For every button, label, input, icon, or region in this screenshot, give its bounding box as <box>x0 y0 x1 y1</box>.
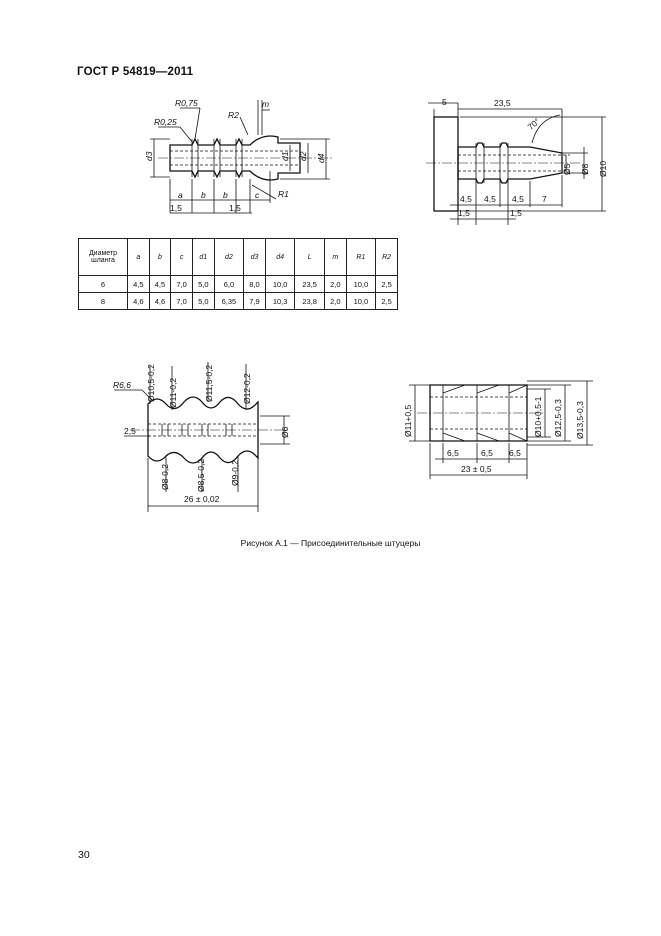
label-c: c <box>255 190 260 200</box>
table-cell: 2,0 <box>324 293 346 310</box>
col-header: d2 <box>214 239 244 276</box>
label-15a: 1,5 <box>458 208 470 218</box>
col-header: a <box>128 239 150 276</box>
label-angle: 70° <box>525 115 542 132</box>
label-65c: 6,5 <box>509 448 521 458</box>
label-r075: R0,75 <box>175 98 198 108</box>
table-cell: 6,0 <box>214 276 244 293</box>
label-d115: Ø11,5-0,2 <box>204 364 214 402</box>
table-cell: 2,5 <box>376 293 398 310</box>
col-header: Диаметр шланга <box>79 239 128 276</box>
label-a: a <box>178 190 183 200</box>
label-dia8: Ø8 <box>580 163 590 175</box>
table-row <box>79 293 398 310</box>
table-cell: 4,5 <box>149 276 171 293</box>
table-cell: 2,5 <box>376 276 398 293</box>
label-d12: Ø12-0,2 <box>242 373 252 404</box>
label-25: 2,5 <box>124 426 136 436</box>
label-45a: 4,5 <box>460 194 472 204</box>
label-15b: 1,5 <box>229 203 241 213</box>
col-header: b <box>149 239 171 276</box>
label-d1: d1 <box>280 151 290 161</box>
table-cell: 4,6 <box>149 293 171 310</box>
label-d105: Ø10,5-0,2 <box>146 364 156 402</box>
label-d11: Ø11+0,5 <box>403 404 413 437</box>
fitting-drawing-3 <box>110 352 300 517</box>
table-cell: 8 <box>79 293 128 310</box>
label-45c: 4,5 <box>512 194 524 204</box>
table-cell: 10,0 <box>346 293 376 310</box>
col-header: d1 <box>192 239 214 276</box>
label-r2: R2 <box>228 110 239 120</box>
label-235: 23,5 <box>494 98 511 108</box>
table-cell: 4,5 <box>128 276 150 293</box>
label-15a: 1,5 <box>170 203 182 213</box>
label-r025: R0,25 <box>154 117 177 127</box>
label-length: 23 ± 0,5 <box>461 464 492 474</box>
label-65a: 6,5 <box>447 448 459 458</box>
table-cell: 2,0 <box>324 276 346 293</box>
fitting-drawing-1 <box>140 95 340 225</box>
label-d85: Ø8,5-0,2 <box>196 458 206 492</box>
table-cell: 10,3 <box>265 293 295 310</box>
col-header: d4 <box>265 239 295 276</box>
col-header: d3 <box>244 239 266 276</box>
table-cell: 7,9 <box>244 293 266 310</box>
table-cell: 8,0 <box>244 276 266 293</box>
label-d4: d4 <box>316 153 326 163</box>
document-header: ГОСТ Р 54819—2011 <box>77 66 194 78</box>
col-header: m <box>324 239 346 276</box>
table-cell: 23,8 <box>295 293 325 310</box>
label-d3: d3 <box>144 151 154 161</box>
fitting-drawing-4 <box>395 375 620 485</box>
table-cell: 10,0 <box>265 276 295 293</box>
label-d135: Ø13,5-0,3 <box>575 401 585 439</box>
table-header-row <box>79 239 398 276</box>
dimensions-table <box>78 238 398 310</box>
fitting-drawing-2 <box>420 95 620 225</box>
table-cell: 5,0 <box>192 293 214 310</box>
label-45b: 4,5 <box>484 194 496 204</box>
table-cell: 23,5 <box>295 276 325 293</box>
table-cell: 6,35 <box>214 293 244 310</box>
label-d11: Ø11-0,2 <box>168 377 178 408</box>
col-header: R2 <box>376 239 398 276</box>
label-m: m <box>262 99 270 109</box>
table-cell: 7,0 <box>171 293 193 310</box>
label-dia6: Ø6 <box>280 426 290 438</box>
col-header: c <box>171 239 193 276</box>
label-b2: b <box>223 190 228 200</box>
figure-caption: Рисунок А.1 — Присоединительные штуцеры <box>240 538 421 548</box>
label-r1: R1 <box>278 189 289 199</box>
label-b1: b <box>201 190 206 200</box>
label-15b: 1,5 <box>510 208 522 218</box>
label-d10: Ø10+0,5-1 <box>533 396 543 437</box>
table-cell: 6 <box>79 276 128 293</box>
label-d2: d2 <box>298 151 308 161</box>
label-length: 26 ± 0,02 <box>184 494 220 504</box>
table-cell: 5,0 <box>192 276 214 293</box>
col-header: L <box>295 239 325 276</box>
label-65b: 6,5 <box>481 448 493 458</box>
label-5: 5 <box>442 97 447 107</box>
label-d125: Ø12,5-0,3 <box>553 399 563 437</box>
col-header: R1 <box>346 239 376 276</box>
table-cell: 10,0 <box>346 276 376 293</box>
label-d8: Ø8-0,2 <box>160 464 170 490</box>
label-r66: R6,6 <box>113 380 131 390</box>
label-7: 7 <box>542 194 547 204</box>
label-dia10: Ø10 <box>598 160 608 177</box>
page-number: 30 <box>78 849 90 861</box>
table-cell: 7,0 <box>171 276 193 293</box>
label-d9: Ø9-0,2 <box>230 460 240 486</box>
table-row <box>79 276 398 293</box>
table-cell: 4,6 <box>128 293 150 310</box>
label-dia5: Ø5 <box>562 163 572 175</box>
